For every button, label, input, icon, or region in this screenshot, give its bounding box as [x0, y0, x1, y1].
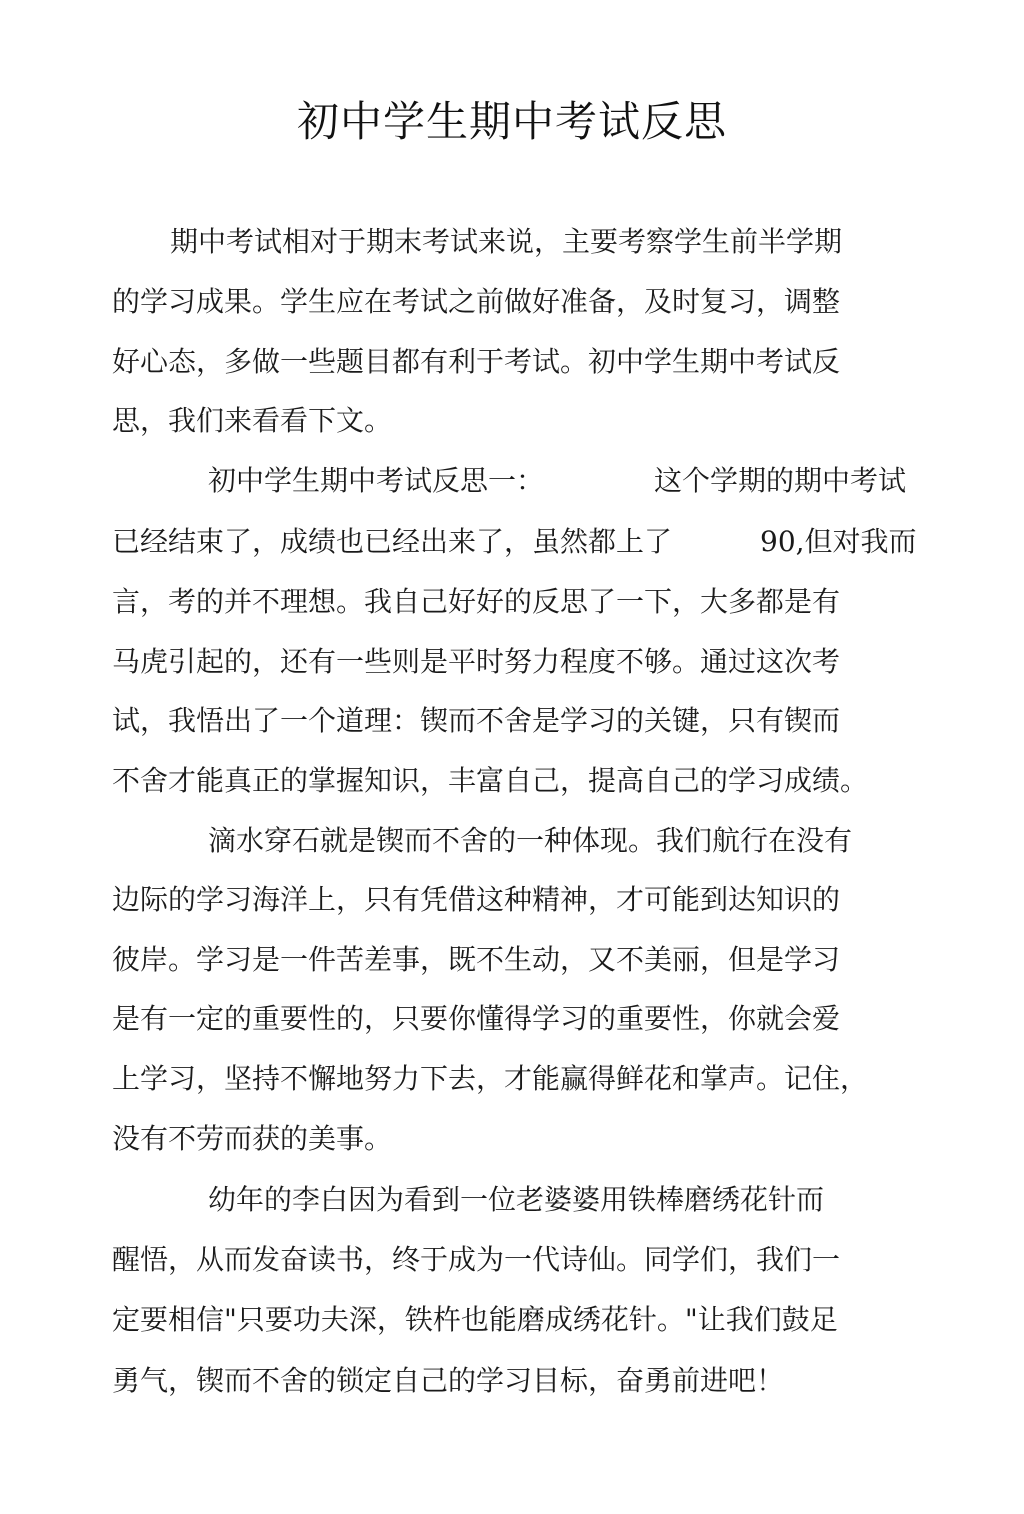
section2-line-4: 是有一定的重要性的，只要你懂得学习的重要性，你就会爱: [112, 1002, 841, 1035]
section1-line-2a: 已经结束了，成绩也已经出来了，虽然都上了: [112, 525, 673, 558]
intro-line-2: 的学习成果。学生应在考试之前做好准备，及时复习，调整: [112, 285, 841, 318]
section2-line-2: 边际的学习海洋上，只有凭借这种精神，才可能到达知识的: [112, 883, 841, 916]
section3-line-3: 定要相信"只要功夫深，铁杵也能磨成绣花针。"让我们鼓足: [112, 1303, 838, 1336]
section2-line-3: 彼岸。学习是一件苦差事，既不生动，又不美丽，但是学习: [112, 943, 841, 976]
section1-line-6: 不舍才能真正的掌握知识，丰富自己，提高自己的学习成绩。: [112, 764, 869, 797]
section3-line-2: 醒悟，从而发奋读书，终于成为一代诗仙。同学们，我们一: [112, 1243, 841, 1276]
section1-line-3: 言，考的并不理想。我自己好好的反思了一下，大多都是有: [112, 585, 841, 618]
section2-line-6: 没有不劳而获的美事。: [112, 1122, 393, 1155]
intro-line-1: 期中考试相对于期末考试来说，主要考察学生前半学期: [170, 225, 843, 258]
section3-line-1: 幼年的李白因为看到一位老婆婆用铁棒磨绣花针而: [208, 1183, 825, 1216]
section2-line-1: 滴水穿石就是锲而不舍的一种体现。我们航行在没有: [208, 824, 853, 857]
section1-line-5: 试，我悟出了一个道理：锲而不舍是学习的关键，只有锲而: [112, 704, 841, 737]
section1-line-4: 马虎引起的，还有一些则是平时努力程度不够。通过这次考: [112, 645, 841, 678]
intro-line-4: 思，我们来看看下文。: [112, 404, 393, 437]
section3-line-4: 勇气，锲而不舍的锁定自己的学习目标，奋勇前进吧！: [112, 1364, 785, 1397]
section1-heading: 初中学生期中考试反思一：: [208, 464, 545, 497]
page-title: 初中学生期中考试反思: [296, 97, 727, 146]
intro-line-3: 好心态，多做一些题目都有利于考试。初中学生期中考试反: [112, 345, 841, 378]
section2-line-5: 上学习，坚持不懈地努力下去，才能赢得鲜花和掌声。记住，: [112, 1062, 869, 1095]
section1-heading-tail: 这个学期的期中考试: [654, 464, 907, 497]
section1-line-2b: 90,但对我而: [760, 525, 917, 558]
